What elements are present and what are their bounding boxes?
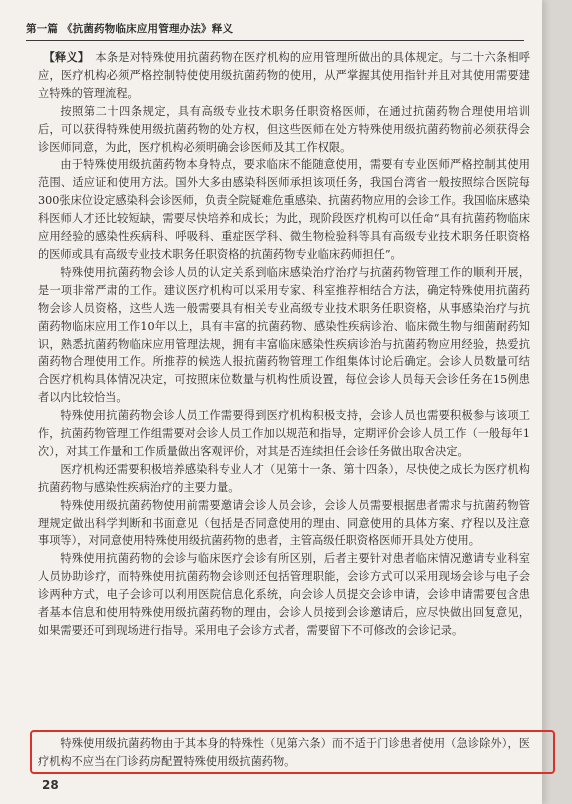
body-text — [38, 49, 530, 640]
highlighted-paragraph: 特殊使用级抗菌药物由于其本身的特殊性（见第六条）而不适于门诊患者使用（急诊除外），医疗机构不应当在门诊药房配置特殊使用级抗菌药物。 — [38, 737, 530, 768]
paragraph-4: 特殊使用抗菌药物会诊人员的认定关系到临床感染治疗治疗与抗菌药物管理工作的顺利开展，是一项非常严肃的工作。建议医疗机构可以采用专家、科室推荐相结合方法，确定特殊使用抗菌药物会诊人员资格，这些人选一般需要具有相关专业高级专业技术职务任职资格，从事感染治疗与抗菌药物临床应用工作10年以上，具有丰富的抗菌药物、感染性疾病诊治、临床微生物与细菌耐药知识，熟悉抗菌药物临床应用管理法规，拥有丰富临床感染性疾病诊治与抗菌药物应用经验，热爱抗菌药物合理使用工作。所推荐的候选人报抗菌药物管理工作组集体讨论后确定。会诊人员数量可结合医疗机构具体情况决定，可按照床位数量与机构性质设置，每位会诊人员每天会诊任务在15例患者以内比较恰当。 — [38, 265, 530, 405]
running-header: 第一篇 《抗菌药物临床应用管理办法》释义 — [26, 21, 524, 41]
paragraph-6: 医疗机构还需要积极培养感染科专业人才（见第十一条、第十四条），尽快使之成长为医疗机构抗菌药物与感染性疾病治疗的主要力量。 — [38, 462, 530, 494]
paragraph-7: 特殊使用级抗菌药物使用前需要邀请会诊人员会诊，会诊人员需要根据患者需求与抗菌药物管理规定做出科学判断和书面意见（包括是否同意使用的理由、同意使用的具体方案、疗程以及注意事项等），对同意使用特殊使用级抗菌药物的患者，主管高级任职资格医师开具处方使用。 — [38, 498, 530, 548]
paragraph-3: 由于特殊使用级抗菌药物本身特点，要求临床不能随意使用，需要有专业医师严格控制其使用范围、适应证和使用方法。国外大多由感染科医师承担该项任务，我国台湾省一般按照综合医院每300张床位设定感染科会诊医师，负责全院疑难危重感染、抗菌药物应用的会诊工作。我国临床感染科医师人才还比较短缺，需要尽快培养和成长；为此，现阶段医疗机构可以任命“具有抗菌药物临床应用经验的感染性疾病科、呼吸科、重症医学科、微生物检验科等具有高级专业技术职务任职资格的医师或具有高级专业技术职务任职资格的抗菌药物专业临床药师担任”。 — [38, 158, 530, 261]
red-highlight-box — [30, 730, 555, 774]
page-number: 28 — [42, 778, 59, 792]
paragraph-2: 按照第二十四条规定，具有高级专业技术职务任职资格医师，在通过抗菌药物合理使用培训后，可以获得特殊使用级抗菌药物的处方权，但这些医师在处方特殊使用级抗菌药物前必须获得会诊医师同意，为此，医疗机构必须明确会诊医师及其工作权限。 — [38, 104, 530, 154]
paragraph-8: 特殊使用抗菌药物的会诊与临床医疗会诊有所区别，后者主要针对患者临床情况邀请专业科室人员协助诊疗，而特殊使用抗菌药物会诊则还包括管理职能，会诊方式可以采用现场会诊与电子会诊两种方式，电子会诊可以利用医院信息化系统，向会诊人员提交会诊申请，会诊申请需要包含患者基本信息和使用特殊使用级抗菌药物的理由，会诊人员接到会诊邀请后，应尽快做出回复意见，如果需要还可到现场进行指导。采用电子会诊方式者，需要留下不可修改的会诊记录。 — [38, 552, 530, 637]
paragraph-1 — [38, 49, 530, 103]
paragraph-1-text: 本条是对特殊使用抗菌药物在医疗机构的应用管理所做出的具体规定。与二十六条相呼应，医疗机构必须严格控制特使使用级抗菌药物的使用，从严掌握其使用指针并且对其使用需要建立特殊的管理流程。 — [38, 51, 530, 100]
interpretation-label: 【释义】 — [43, 50, 90, 64]
paragraph-5: 特殊使用抗菌药物会诊人员工作需要得到医疗机构积极支持，会诊人员也需要积极参与该项工作，抗菌药物管理工作组需要对会诊人员工作加以规范和指导，定期评价会诊人员工作（一般每年1次），对其工作量和工作质量做出客观评价，对其是否连续担任会诊任务做出取舍决定。 — [38, 409, 530, 458]
